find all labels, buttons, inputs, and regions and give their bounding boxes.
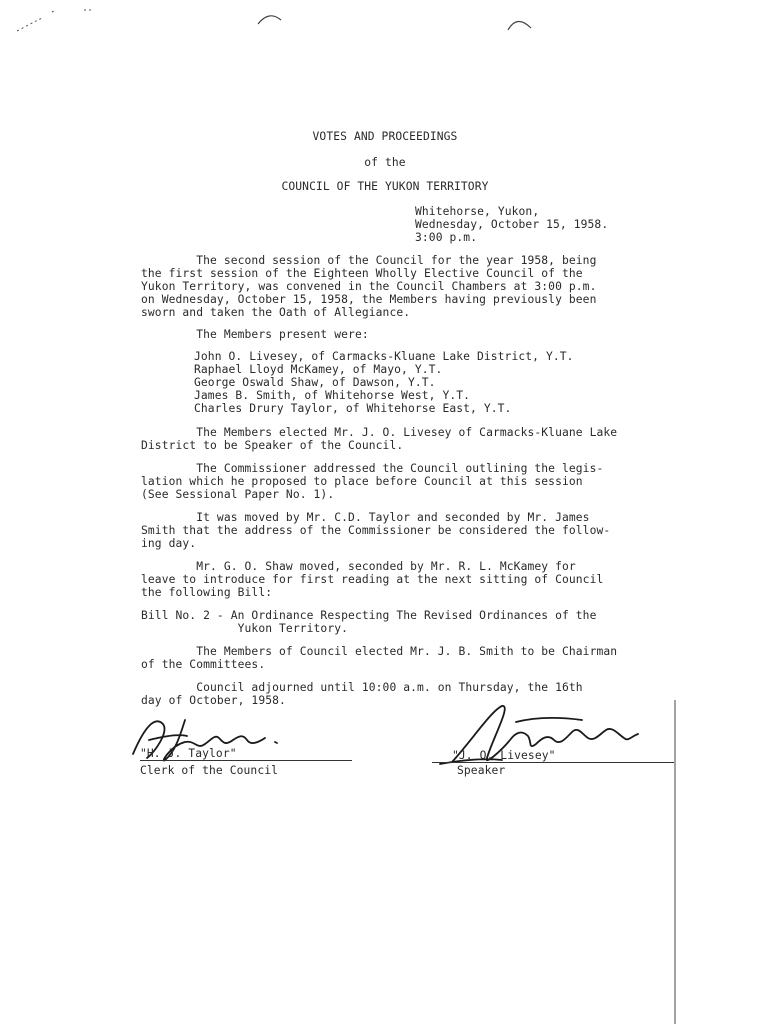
paragraph-line: Council adjourned until 10:00 a.m. on Thursday, the 16th bbox=[141, 681, 583, 694]
clerk-title: Clerk of the Council bbox=[140, 764, 279, 777]
paragraph-line: The second session of the Council for the year 1958, being bbox=[141, 254, 597, 267]
clerk-typed-name: "H. J. Taylor" bbox=[140, 747, 237, 760]
paragraph-line: lation which he proposed to place before Council at this session bbox=[141, 475, 583, 488]
paragraph-line: of the Committees. bbox=[141, 658, 266, 671]
paragraph-line: sworn and taken the Oath of Allegiance. bbox=[141, 306, 411, 319]
paragraph-line: on Wednesday, October 15, 1958, the Members having previously been bbox=[141, 293, 597, 306]
speaker-typed-name: "J. O. Livesey" bbox=[452, 749, 556, 762]
paragraph-line: leave to introduce for first reading at the next sitting of Council bbox=[141, 573, 604, 586]
date-line: Wednesday, October 15, 1958. bbox=[415, 218, 609, 231]
paragraph-line: the following Bill: bbox=[141, 586, 273, 599]
document-title: VOTES AND PROCEEDINGS bbox=[312, 130, 458, 143]
paragraph-line: District to be Speaker of the Council. bbox=[141, 439, 404, 452]
location-line: Whitehorse, Yukon, bbox=[415, 205, 540, 218]
time-line: 3:00 p.m. bbox=[415, 231, 478, 244]
paragraph-line: day of October, 1958. bbox=[141, 694, 286, 707]
paragraph-line: The Members elected Mr. J. O. Livesey of Carmacks-Kluane Lake bbox=[141, 426, 618, 439]
paragraph-line: It was moved by Mr. C.D. Taylor and seconded by Mr. James bbox=[141, 511, 590, 524]
paragraph-line: Bill No. 2 - An Ordinance Respecting The Revised Ordinances of the bbox=[141, 609, 597, 622]
paragraph-line: the first session of the Eighteen Wholly Elective Council of the bbox=[141, 267, 583, 280]
paragraph-line: Yukon Territory, was convened in the Council Chambers at 3:00 p.m. bbox=[141, 280, 597, 293]
member-item: James B. Smith, of Whitehorse West, Y.T. bbox=[194, 389, 471, 402]
speaker-title: Speaker bbox=[457, 764, 506, 777]
punch-hole-right-mark bbox=[505, 14, 535, 34]
punch-hole-left-mark bbox=[255, 10, 285, 28]
corner-scribble-mark bbox=[12, 6, 102, 36]
member-item: George Oswald Shaw, of Dawson, Y.T. bbox=[194, 376, 436, 389]
member-item: Charles Drury Taylor, of Whitehorse East, Y.T. bbox=[194, 402, 512, 415]
paragraph-line: ing day. bbox=[141, 537, 197, 550]
paragraph-line: (See Sessional Paper No. 1). bbox=[141, 488, 335, 501]
member-item: John O. Livesey, of Carmacks-Kluane Lake District, Y.T. bbox=[194, 350, 574, 363]
members-intro: The Members present were: bbox=[141, 328, 369, 341]
paragraph-line: Mr. G. O. Shaw moved, seconded by Mr. R. L. McKamey for bbox=[141, 560, 576, 573]
member-item: Raphael Lloyd McKamey, of Mayo, Y.T. bbox=[194, 363, 443, 376]
right-edge-line-mark bbox=[672, 700, 678, 1024]
paragraph-line: Yukon Territory. bbox=[141, 622, 349, 635]
paragraph-line: Smith that the address of the Commissioner be considered the follow- bbox=[141, 524, 611, 537]
document-subtitle: of the bbox=[364, 156, 406, 169]
paragraph-line: The Commissioner addressed the Council outlining the legis- bbox=[141, 462, 604, 475]
document-body-title: COUNCIL OF THE YUKON TERRITORY bbox=[281, 180, 489, 193]
paragraph-line: The Members of Council elected Mr. J. B. Smith to be Chairman bbox=[141, 645, 618, 658]
